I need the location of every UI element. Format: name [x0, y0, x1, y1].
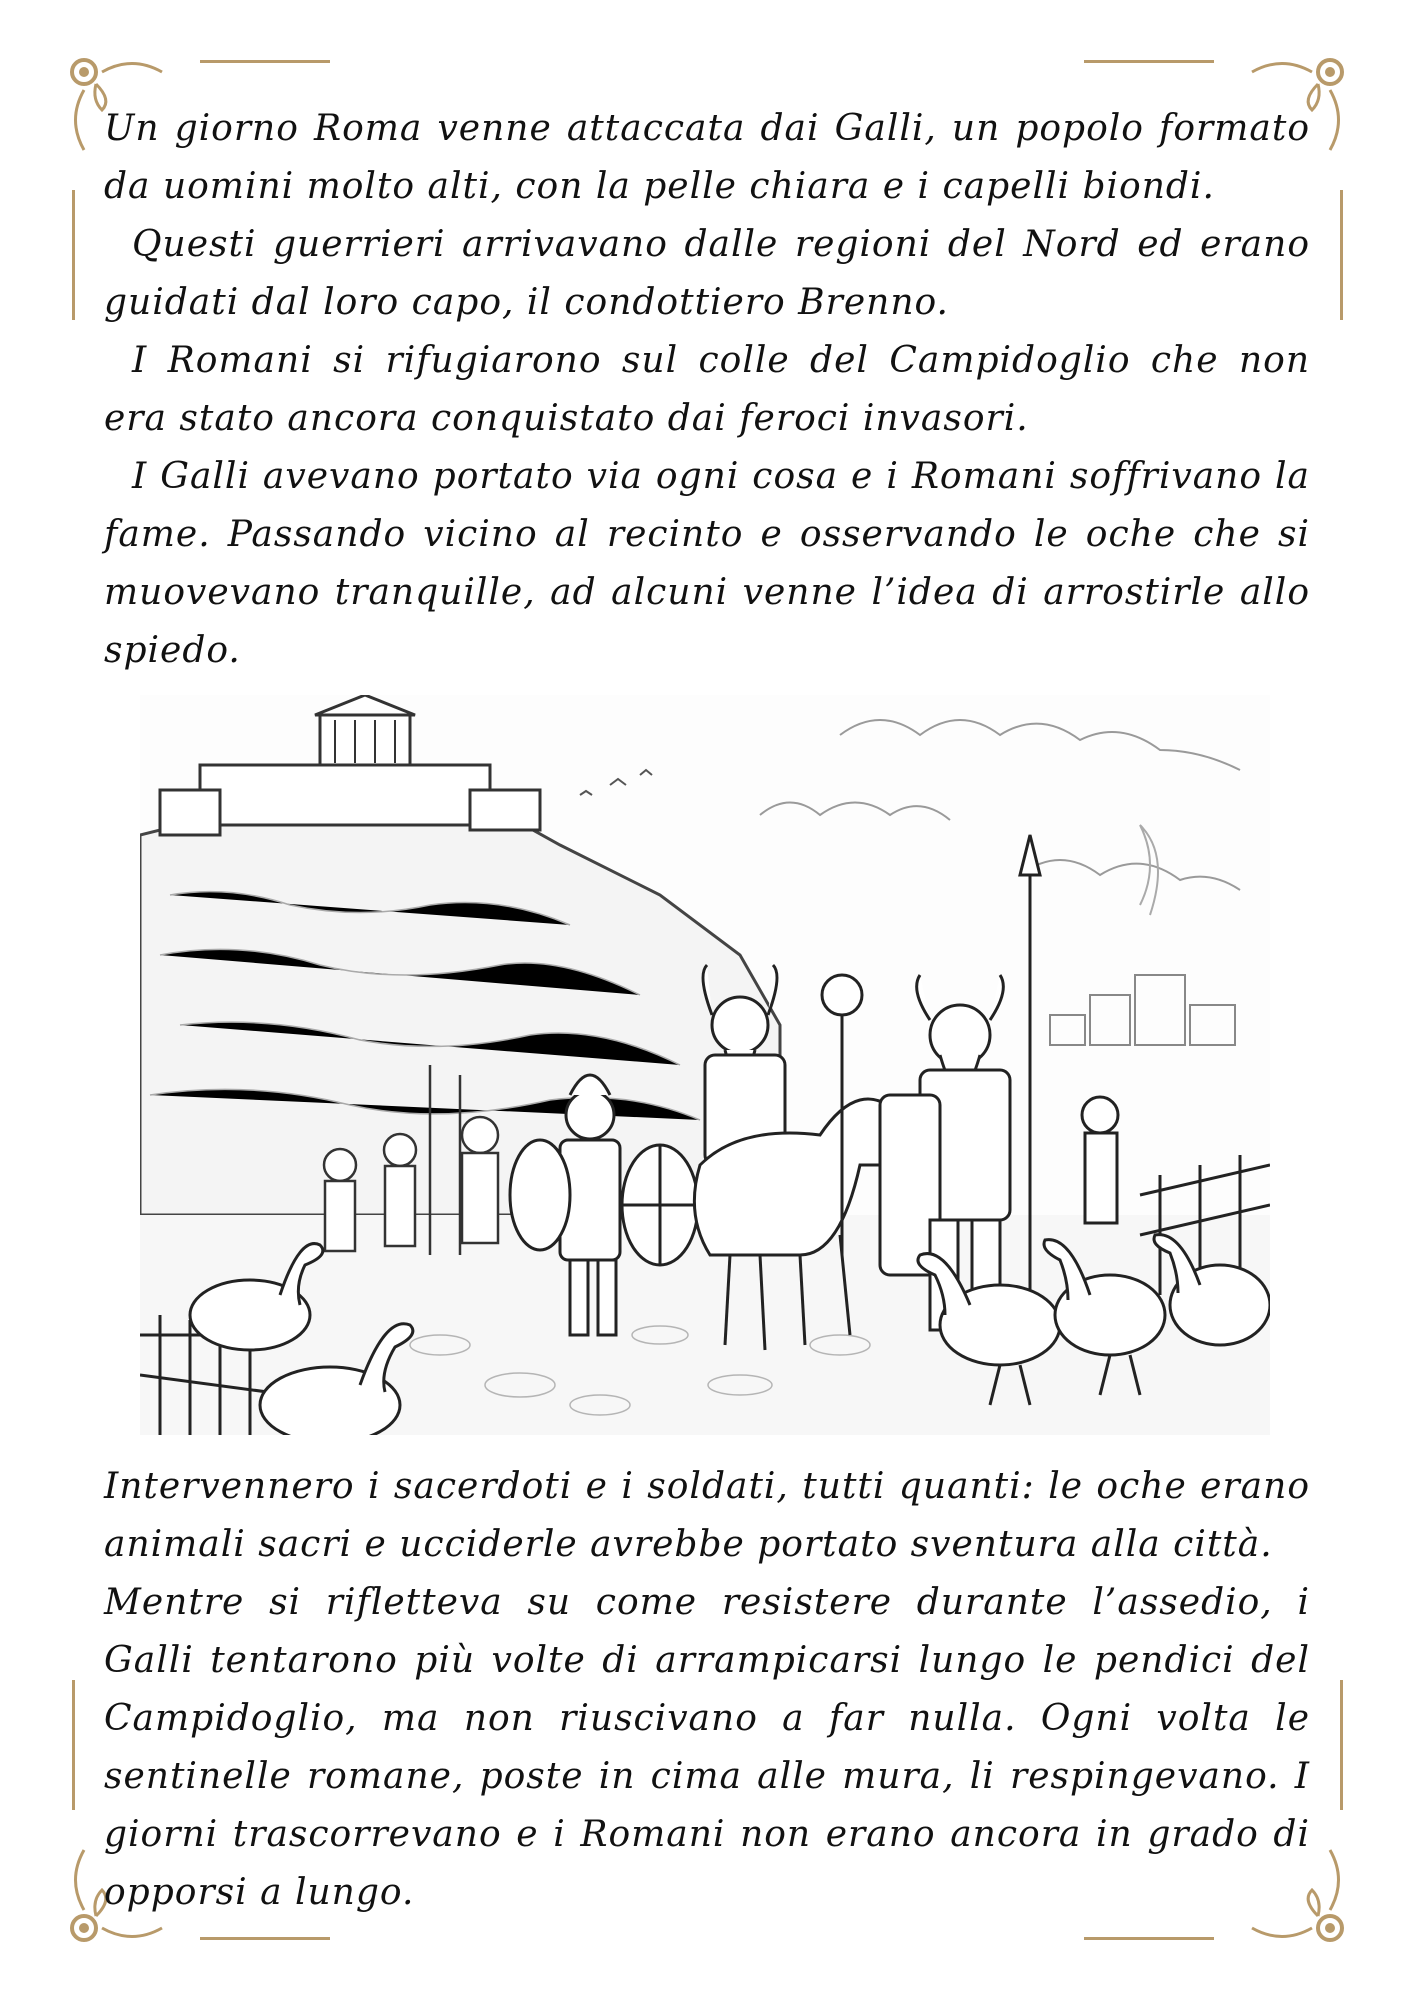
frame-line-top-right	[1084, 60, 1214, 63]
illustration-gauls-campidoglio	[140, 695, 1270, 1435]
frame-line-right-bottom	[1340, 1680, 1343, 1810]
frame-line-right-top	[1340, 190, 1343, 320]
frame-line-top-left	[200, 60, 330, 63]
paragraph-4: I Galli avevano portato via ogni cosa e i Romani soffrivano la fame. Passando vicino al recinto e osservando le oche che si muovevano tranquille, ad alcuni venne l’idea di arrostirle allo spiedo.	[104, 456, 1310, 671]
illustration-drawing	[140, 695, 1270, 1435]
frame-line-bottom-left	[200, 1937, 330, 1940]
paragraph-3: I Romani si rifugiarono sul colle del Campidoglio che non era stato ancora conquistato dai feroci invasori.	[104, 340, 1310, 439]
frame-line-left-bottom	[72, 1680, 75, 1810]
text-block-top	[104, 100, 1310, 680]
paragraph-1: Un giorno Roma venne attaccata dai Galli, un popolo formato da uomini molto alti, con la pelle chiara e i capelli biondi.	[104, 108, 1310, 207]
paragraph-6: Mentre si rifletteva su come resistere durante l’assedio, i Galli tentarono più volte di arrampicarsi lungo le pendici del Campidoglio, ma non riuscivano a far nulla. Ogni volta le sentinelle romane, poste in cima alle mura, li respingevano. I giorni trascorrevano e i Romani non erano ancora in grado di opporsi a lungo.	[104, 1582, 1310, 1913]
paragraph-2: Questi guerrieri arrivavano dalle regioni del Nord ed erano guidati dal loro capo, il condottiero Brenno.	[104, 224, 1310, 323]
frame-line-left-top	[72, 190, 75, 320]
text-block-bottom	[104, 1458, 1310, 1922]
frame-line-bottom-right	[1084, 1937, 1214, 1940]
paragraph-5: Intervennero i sacerdoti e i soldati, tutti quanti: le oche erano animali sacri e ucciderle avrebbe portato sventura alla città.	[104, 1466, 1310, 1565]
